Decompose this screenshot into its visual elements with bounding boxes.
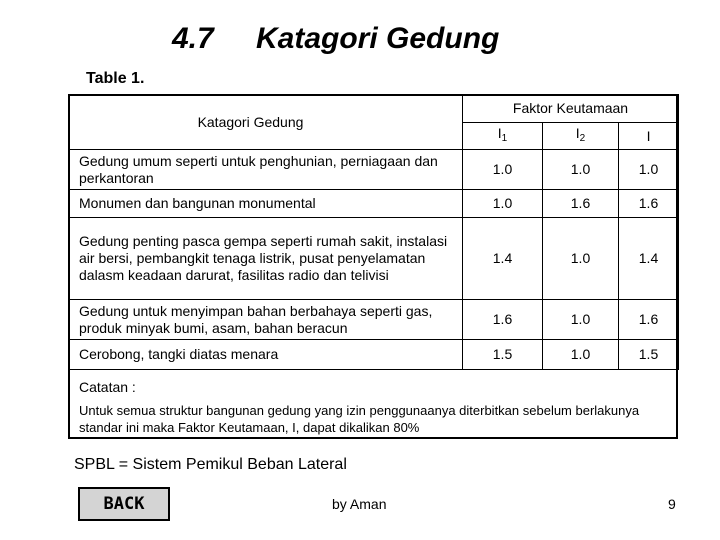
table-row [69, 150, 679, 190]
table-row [69, 300, 679, 340]
back-button[interactable]: BACK [78, 487, 170, 521]
table-row [69, 340, 679, 370]
i-cell: 1.0 [619, 150, 679, 190]
category-cell: Cerobong, tangki diatas menara [69, 340, 463, 370]
category-header: Katagori Gedung [69, 95, 463, 150]
i-header-base: I [646, 127, 651, 144]
i1-cell: 1.6 [463, 300, 543, 340]
i1-header-sub: 1 [501, 133, 508, 144]
author-credit: by Aman [332, 496, 387, 512]
i-cell: 1.6 [619, 300, 679, 340]
i2-cell: 1.0 [543, 340, 619, 370]
i2-cell: 1.0 [543, 300, 619, 340]
i1-cell: 1.0 [463, 190, 543, 218]
table-row [69, 190, 679, 218]
category-cell: Gedung umum seperti untuk penghunian, perniagaan dan perkantoran [69, 150, 463, 190]
i1-header [463, 123, 543, 150]
i2-cell: 1.6 [543, 190, 619, 218]
importance-factor-table [68, 94, 679, 370]
page-number: 9 [668, 496, 676, 512]
category-cell: Gedung penting pasca gempa seperti rumah sakit, instalasi air bersi, pembangkit tenaga listrik, pusat penyelamatan dalasm keadaan darurat, fasilitas radio dan telivisi [69, 218, 463, 300]
i2-header [543, 123, 619, 150]
category-cell: Gedung untuk menyimpan bahan berbahaya seperti gas, produk minyak bumi, asam, bahan beracun [69, 300, 463, 340]
note-title: Catatan : [79, 379, 136, 395]
section-number: 4.7 [172, 22, 214, 55]
i2-header-base: I [575, 125, 580, 141]
category-cell: Monumen dan bangunan monumental [69, 190, 463, 218]
header-row-1 [69, 95, 679, 123]
table-label: Table 1. [86, 70, 145, 87]
i2-cell: 1.0 [543, 150, 619, 190]
i2-cell: 1.0 [543, 218, 619, 300]
spbl-definition: SPBL = Sistem Pemikul Beban Lateral [74, 456, 347, 473]
i1-cell: 1.5 [463, 340, 543, 370]
i2-header-sub: 2 [579, 133, 586, 144]
i1-cell: 1.0 [463, 150, 543, 190]
slide-heading [0, 18, 720, 64]
i-cell: 1.5 [619, 340, 679, 370]
i1-header-base: I [497, 125, 502, 141]
factor-header: Faktor Keutamaan [463, 95, 679, 123]
i-cell: 1.6 [619, 190, 679, 218]
i-header [619, 123, 679, 150]
i1-cell: 1.4 [463, 218, 543, 300]
note-text: Untuk semua struktur bangunan gedung yang izin penggunaanya diterbitkan sebelum berlakunya standar ini maka Faktor Keutamaan, I, dapat dikalikan 80% [79, 403, 640, 435]
table-row [69, 218, 679, 300]
page-title: Katagori Gedung [256, 22, 500, 55]
i-cell: 1.4 [619, 218, 679, 300]
table-note [70, 375, 676, 437]
